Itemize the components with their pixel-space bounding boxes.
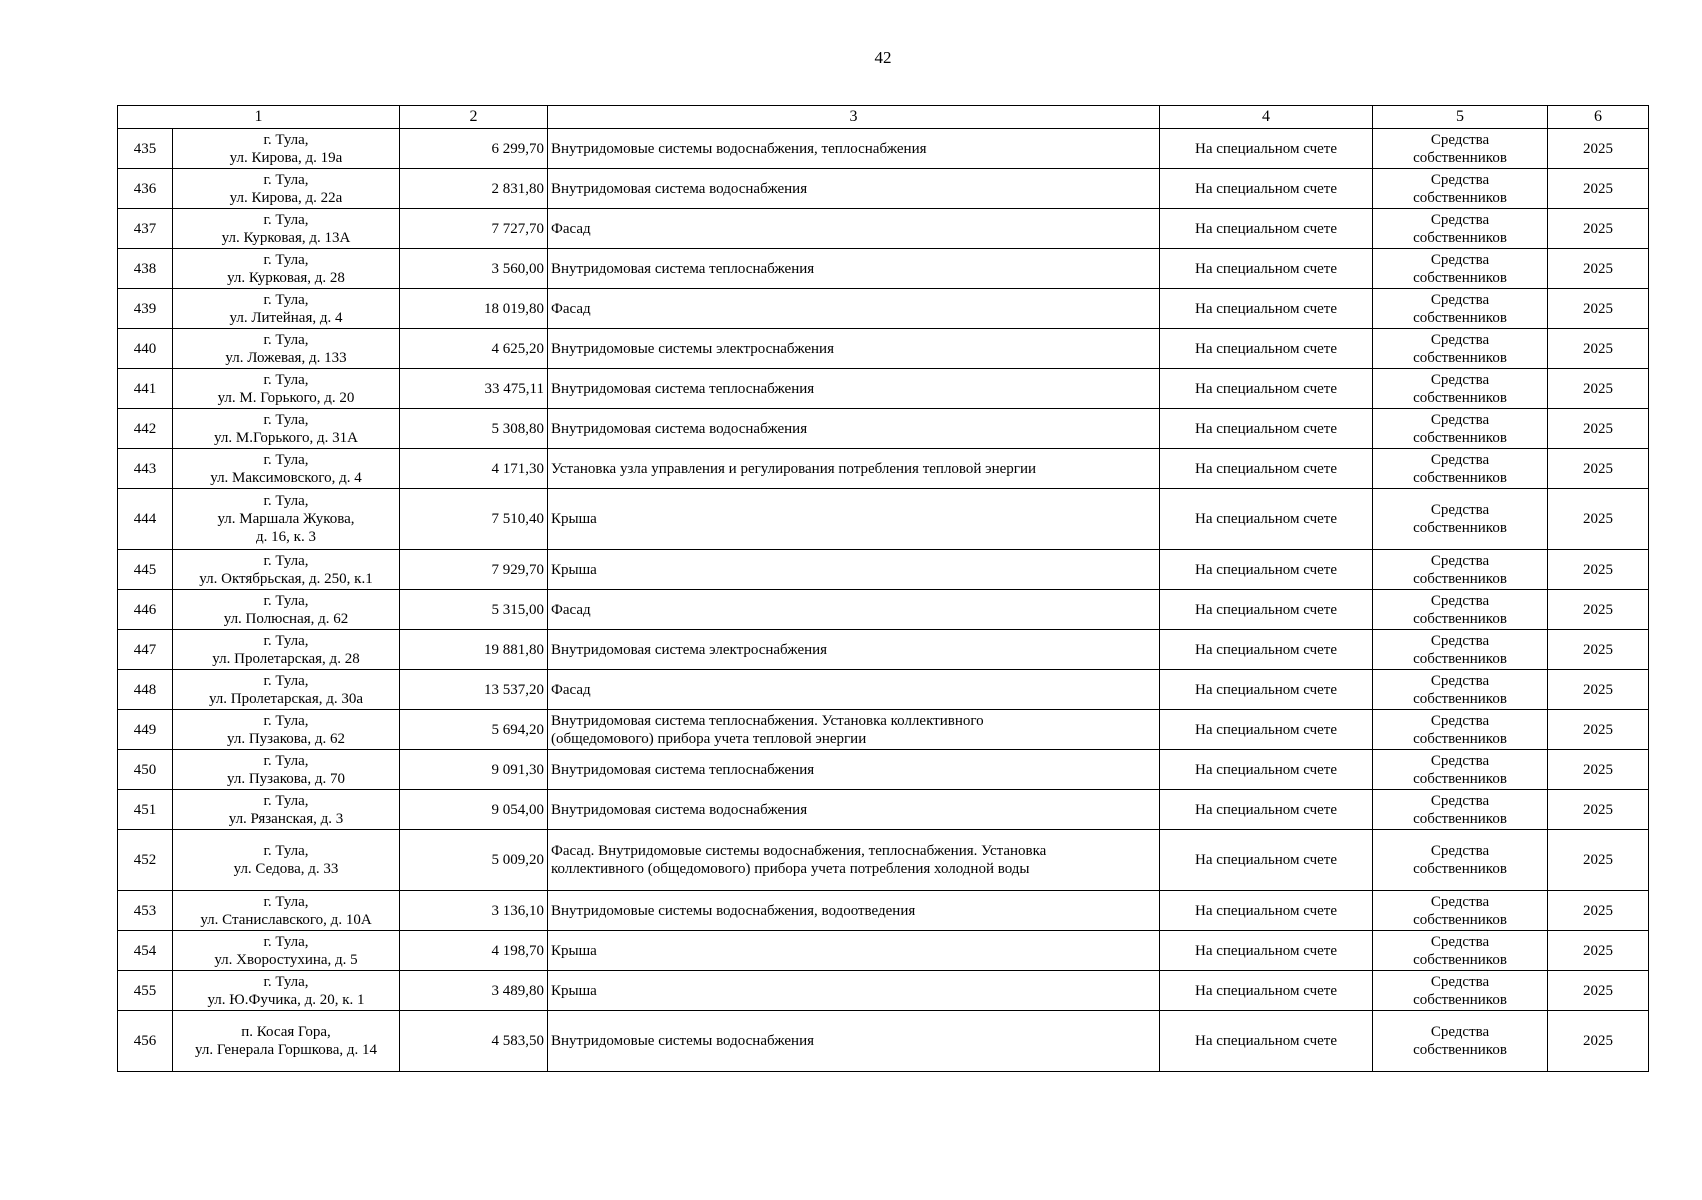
area-cell: 2 831,80 — [400, 169, 548, 209]
work-type-cell-line: Внутридомовые системы водоснабжения, водоотведения — [551, 902, 916, 919]
table-row — [118, 449, 1649, 489]
work-type-cell — [548, 489, 1160, 550]
address-cell-line: г. Тула, — [263, 552, 309, 569]
address-cell-line: д. 16, к. 3 — [256, 529, 316, 545]
row-number: 453 — [118, 891, 173, 931]
funding-source-cell-line: собственников — [1413, 269, 1507, 286]
funding-method-cell: На специальном счете — [1160, 590, 1373, 630]
row-number: 442 — [118, 409, 173, 449]
area-cell: 4 171,30 — [400, 449, 548, 489]
funding-method-cell: На специальном счете — [1160, 289, 1373, 329]
address-cell-line: ул. Станиславского, д. 10А — [200, 911, 372, 928]
column-header-2: 2 — [400, 106, 548, 129]
work-type-cell — [548, 630, 1160, 670]
work-type-cell — [548, 169, 1160, 209]
work-type-cell-line: Внутридомовая система водоснабжения — [551, 420, 808, 437]
funding-method-cell: На специальном счете — [1160, 369, 1373, 409]
address-cell — [173, 1011, 400, 1072]
column-header-1: 1 — [118, 106, 400, 129]
address-cell-line: г. Тула, — [263, 792, 309, 809]
address-cell-line: г. Тула, — [263, 331, 309, 348]
work-type-cell-line: Крыша — [551, 511, 597, 527]
table-row — [118, 249, 1649, 289]
funding-source-cell — [1373, 750, 1548, 790]
work-type-cell — [548, 249, 1160, 289]
address-cell-line: ул. Маршала Жукова, — [217, 511, 355, 527]
year-cell: 2025 — [1548, 449, 1649, 489]
work-type-cell — [548, 550, 1160, 590]
funding-method-cell: На специальном счете — [1160, 169, 1373, 209]
area-cell: 33 475,11 — [400, 369, 548, 409]
funding-source-cell — [1373, 971, 1548, 1011]
address-cell-line: г. Тула, — [263, 291, 309, 308]
work-type-cell — [548, 409, 1160, 449]
address-cell-line: ул. Ложевая, д. 133 — [225, 349, 347, 366]
funding-method-cell: На специальном счете — [1160, 209, 1373, 249]
year-cell: 2025 — [1548, 971, 1649, 1011]
work-type-cell-line: Установка узла управления и регулирования потребления тепловой энергии — [551, 460, 1037, 477]
funding-method-cell: На специальном счете — [1160, 830, 1373, 891]
address-cell-line: ул. Максимовского, д. 4 — [210, 469, 362, 486]
funding-source-cell-line: собственников — [1413, 770, 1507, 787]
table-row — [118, 891, 1649, 931]
address-cell-line: ул. Пузакова, д. 62 — [227, 730, 345, 747]
row-number: 438 — [118, 249, 173, 289]
address-cell-line: г. Тула, — [263, 973, 309, 990]
work-type-cell-line: Внутридомовые системы электроснабжения — [551, 340, 834, 357]
work-type-cell-line: Внутридомовая система теплоснабжения — [551, 380, 815, 397]
year-cell: 2025 — [1548, 129, 1649, 169]
address-cell-line: ул. Полюсная, д. 62 — [223, 610, 349, 627]
work-type-cell-line: Внутридомовая система электроснабжения — [551, 641, 828, 658]
address-cell-line: г. Тула, — [263, 211, 309, 228]
table-row — [118, 750, 1649, 790]
work-type-cell-line: коллективного (общедомового) прибора учета потребления холодной воды — [551, 861, 1030, 877]
address-cell — [173, 790, 400, 830]
row-number: 443 — [118, 449, 173, 489]
address-cell — [173, 329, 400, 369]
table-row — [118, 971, 1649, 1011]
row-number: 454 — [118, 931, 173, 971]
row-number: 446 — [118, 590, 173, 630]
funding-source-cell-line: собственников — [1413, 861, 1507, 877]
funding-method-cell: На специальном счете — [1160, 891, 1373, 931]
funding-source-cell-line: собственников — [1413, 469, 1507, 486]
work-type-cell-line: Внутридомовая система теплоснабжения — [551, 260, 815, 277]
address-cell-line: ул. Курковая, д. 28 — [227, 269, 345, 286]
work-type-cell-line: Внутридомовая система водоснабжения — [551, 801, 808, 818]
address-cell-line: г. Тула, — [263, 493, 309, 509]
address-cell-line: г. Тула, — [263, 672, 309, 689]
table-row — [118, 590, 1649, 630]
table-row — [118, 630, 1649, 670]
funding-method-cell: На специальном счете — [1160, 630, 1373, 670]
year-cell: 2025 — [1548, 931, 1649, 971]
funding-method-cell: На специальном счете — [1160, 670, 1373, 710]
address-cell-line: г. Тула, — [263, 632, 309, 649]
funding-source-cell-line: собственников — [1413, 951, 1507, 968]
work-type-cell — [548, 129, 1160, 169]
funding-source-cell — [1373, 790, 1548, 830]
table-row — [118, 670, 1649, 710]
funding-source-cell-line: Средства — [1430, 291, 1490, 308]
address-cell-line: ул. Пролетарская, д. 30а — [208, 690, 364, 707]
funding-source-cell — [1373, 209, 1548, 249]
funding-source-cell-line: собственников — [1413, 690, 1507, 707]
year-cell: 2025 — [1548, 209, 1649, 249]
funding-source-cell — [1373, 1011, 1548, 1072]
funding-method-cell: На специальном счете — [1160, 931, 1373, 971]
table-row — [118, 129, 1649, 169]
area-cell: 5 315,00 — [400, 590, 548, 630]
funding-source-cell — [1373, 489, 1548, 550]
work-type-cell-line: Крыша — [551, 561, 597, 578]
address-cell-line: ул. Октябрьская, д. 250, к.1 — [199, 570, 373, 587]
funding-source-cell — [1373, 449, 1548, 489]
year-cell: 2025 — [1548, 750, 1649, 790]
address-cell — [173, 971, 400, 1011]
funding-method-cell: На специальном счете — [1160, 449, 1373, 489]
address-cell — [173, 931, 400, 971]
funding-method-cell: На специальном счете — [1160, 550, 1373, 590]
address-cell — [173, 409, 400, 449]
funding-source-cell — [1373, 409, 1548, 449]
row-number: 437 — [118, 209, 173, 249]
address-cell-line: ул. Курковая, д. 13А — [221, 229, 351, 246]
address-cell-line: ул. Генерала Горшкова, д. 14 — [195, 1042, 377, 1058]
table-row — [118, 1011, 1649, 1072]
funding-source-cell-line: Средства — [1430, 211, 1490, 228]
row-number: 440 — [118, 329, 173, 369]
row-number: 444 — [118, 489, 173, 550]
funding-source-cell-line: собственников — [1413, 149, 1507, 166]
funding-source-cell — [1373, 289, 1548, 329]
work-type-cell-line: Крыша — [551, 982, 597, 999]
address-cell-line: г. Тула, — [263, 131, 309, 148]
address-cell-line: г. Тула, — [263, 171, 309, 188]
area-cell: 9 091,30 — [400, 750, 548, 790]
funding-source-cell-line: Средства — [1430, 411, 1490, 428]
column-header-3: 3 — [548, 106, 1160, 129]
table-row — [118, 710, 1649, 750]
funding-source-cell-line: Средства — [1430, 131, 1490, 148]
address-cell-line: ул. М.Горького, д. 31А — [214, 429, 358, 446]
work-type-cell — [548, 971, 1160, 1011]
funding-source-cell — [1373, 670, 1548, 710]
work-type-cell — [548, 931, 1160, 971]
area-cell: 5 694,20 — [400, 710, 548, 750]
year-cell: 2025 — [1548, 710, 1649, 750]
funding-source-cell — [1373, 891, 1548, 931]
funding-source-cell-line: собственников — [1413, 389, 1507, 406]
address-cell — [173, 830, 400, 891]
year-cell: 2025 — [1548, 249, 1649, 289]
area-cell: 13 537,20 — [400, 670, 548, 710]
funding-source-cell-line: Средства — [1430, 973, 1490, 990]
row-number: 450 — [118, 750, 173, 790]
table-row — [118, 169, 1649, 209]
year-cell: 2025 — [1548, 790, 1649, 830]
repair-registry-table — [117, 105, 1649, 1072]
address-cell — [173, 209, 400, 249]
funding-source-cell — [1373, 169, 1548, 209]
row-number: 455 — [118, 971, 173, 1011]
funding-source-cell-line: Средства — [1430, 552, 1490, 569]
funding-source-cell-line: собственников — [1413, 520, 1507, 536]
funding-source-cell-line: собственников — [1413, 911, 1507, 928]
work-type-cell-line: Внутридомовые системы водоснабжения — [551, 1033, 815, 1049]
work-type-cell-line: Фасад — [551, 220, 591, 237]
funding-source-cell-line: Средства — [1430, 331, 1490, 348]
row-number: 449 — [118, 710, 173, 750]
work-type-cell-line: Внутридомовая система водоснабжения — [551, 180, 808, 197]
funding-source-cell-line: собственников — [1413, 610, 1507, 627]
work-type-cell-line: Внутридомовая система теплоснабжения. Установка коллективного — [551, 712, 984, 729]
funding-source-cell-line: собственников — [1413, 1042, 1507, 1058]
work-type-cell — [548, 1011, 1160, 1072]
address-cell-line: г. Тула, — [263, 592, 309, 609]
work-type-cell-line: Внутридомовая система теплоснабжения — [551, 761, 815, 778]
work-type-cell — [548, 329, 1160, 369]
funding-source-cell — [1373, 129, 1548, 169]
address-cell-line: ул. Рязанская, д. 3 — [228, 810, 344, 827]
year-cell: 2025 — [1548, 630, 1649, 670]
funding-method-cell: На специальном счете — [1160, 129, 1373, 169]
table-body — [118, 129, 1649, 1072]
funding-source-cell-line: Средства — [1430, 171, 1490, 188]
row-number: 448 — [118, 670, 173, 710]
address-cell — [173, 489, 400, 550]
year-cell: 2025 — [1548, 489, 1649, 550]
address-cell-line: г. Тула, — [263, 712, 309, 729]
work-type-cell-line: Внутридомовые системы водоснабжения, теплоснабжения — [551, 140, 927, 157]
funding-source-cell-line: Средства — [1430, 933, 1490, 950]
year-cell: 2025 — [1548, 169, 1649, 209]
funding-method-cell: На специальном счете — [1160, 409, 1373, 449]
row-number: 439 — [118, 289, 173, 329]
funding-source-cell-line: Средства — [1430, 592, 1490, 609]
funding-source-cell-line: Средства — [1430, 251, 1490, 268]
address-cell-line: ул. Литейная, д. 4 — [229, 309, 343, 326]
address-cell-line: г. Тула, — [263, 371, 309, 388]
area-cell: 9 054,00 — [400, 790, 548, 830]
funding-source-cell-line: Средства — [1430, 752, 1490, 769]
funding-source-cell — [1373, 931, 1548, 971]
funding-source-cell — [1373, 830, 1548, 891]
row-number: 456 — [118, 1011, 173, 1072]
funding-method-cell: На специальном счете — [1160, 329, 1373, 369]
area-cell: 7 929,70 — [400, 550, 548, 590]
row-number: 447 — [118, 630, 173, 670]
funding-source-cell-line: Средства — [1430, 712, 1490, 729]
table-row — [118, 409, 1649, 449]
work-type-cell — [548, 790, 1160, 830]
table-row — [118, 289, 1649, 329]
table-row — [118, 489, 1649, 550]
address-cell — [173, 550, 400, 590]
table-row — [118, 790, 1649, 830]
funding-source-cell-line: Средства — [1430, 502, 1490, 518]
area-cell: 3 489,80 — [400, 971, 548, 1011]
column-header-5: 5 — [1373, 106, 1548, 129]
funding-source-cell-line: собственников — [1413, 429, 1507, 446]
address-cell — [173, 590, 400, 630]
row-number: 445 — [118, 550, 173, 590]
address-cell-line: ул. Седова, д. 33 — [233, 861, 339, 877]
address-cell-line: г. Тула, — [263, 843, 309, 859]
work-type-cell — [548, 750, 1160, 790]
row-number: 436 — [118, 169, 173, 209]
address-cell-line: ул. Кирова, д. 22а — [229, 189, 343, 206]
address-cell-line: ул. Хворостухина, д. 5 — [214, 951, 358, 968]
address-cell — [173, 249, 400, 289]
address-cell — [173, 710, 400, 750]
funding-source-cell-line: Средства — [1430, 843, 1490, 859]
work-type-cell — [548, 710, 1160, 750]
work-type-cell — [548, 209, 1160, 249]
row-number: 452 — [118, 830, 173, 891]
column-header-4: 4 — [1160, 106, 1373, 129]
area-cell: 5 308,80 — [400, 409, 548, 449]
funding-method-cell: На специальном счете — [1160, 750, 1373, 790]
funding-source-cell-line: собственников — [1413, 991, 1507, 1008]
year-cell: 2025 — [1548, 409, 1649, 449]
work-type-cell-line: Фасад — [551, 681, 591, 698]
address-cell-line: г. Тула, — [263, 251, 309, 268]
funding-source-cell — [1373, 249, 1548, 289]
row-number: 441 — [118, 369, 173, 409]
table-row — [118, 329, 1649, 369]
address-cell — [173, 750, 400, 790]
work-type-cell-line: Крыша — [551, 942, 597, 959]
funding-source-cell — [1373, 550, 1548, 590]
area-cell: 6 299,70 — [400, 129, 548, 169]
year-cell: 2025 — [1548, 289, 1649, 329]
funding-source-cell-line: Средства — [1430, 371, 1490, 388]
work-type-cell-line: Фасад. Внутридомовые системы водоснабжения, теплоснабжения. Установка — [551, 843, 1047, 859]
funding-source-cell — [1373, 590, 1548, 630]
page-number: 42 — [874, 48, 892, 67]
address-cell-line: п. Косая Гора, — [241, 1024, 331, 1040]
year-cell: 2025 — [1548, 590, 1649, 630]
funding-source-cell-line: Средства — [1430, 1024, 1490, 1040]
address-cell — [173, 369, 400, 409]
area-cell: 4 583,50 — [400, 1011, 548, 1072]
funding-method-cell: На специальном счете — [1160, 971, 1373, 1011]
address-cell-line: ул. Кирова, д. 19а — [229, 149, 343, 166]
address-cell — [173, 891, 400, 931]
funding-source-cell-line: Средства — [1430, 893, 1490, 910]
address-cell-line: г. Тула, — [263, 752, 309, 769]
funding-method-cell: На специальном счете — [1160, 790, 1373, 830]
work-type-cell — [548, 670, 1160, 710]
funding-method-cell: На специальном счете — [1160, 489, 1373, 550]
year-cell: 2025 — [1548, 1011, 1649, 1072]
funding-source-cell-line: собственников — [1413, 650, 1507, 667]
funding-source-cell-line: собственников — [1413, 570, 1507, 587]
address-cell — [173, 670, 400, 710]
area-cell: 4 198,70 — [400, 931, 548, 971]
area-cell: 3 136,10 — [400, 891, 548, 931]
funding-source-cell-line: собственников — [1413, 229, 1507, 246]
address-cell — [173, 169, 400, 209]
area-cell: 4 625,20 — [400, 329, 548, 369]
work-type-cell-line: (общедомового) прибора учета тепловой энергии — [551, 730, 867, 747]
area-cell: 19 881,80 — [400, 630, 548, 670]
funding-source-cell — [1373, 369, 1548, 409]
area-cell: 18 019,80 — [400, 289, 548, 329]
work-type-cell-line: Фасад — [551, 300, 591, 317]
address-cell — [173, 289, 400, 329]
table-row — [118, 550, 1649, 590]
funding-method-cell: На специальном счете — [1160, 710, 1373, 750]
year-cell: 2025 — [1548, 329, 1649, 369]
table-row — [118, 369, 1649, 409]
area-cell: 7 727,70 — [400, 209, 548, 249]
year-cell: 2025 — [1548, 550, 1649, 590]
column-header-6: 6 — [1548, 106, 1649, 129]
address-cell — [173, 129, 400, 169]
address-cell-line: ул. М. Горького, д. 20 — [217, 389, 355, 406]
address-cell-line: г. Тула, — [263, 893, 309, 910]
area-cell: 5 009,20 — [400, 830, 548, 891]
year-cell: 2025 — [1548, 830, 1649, 891]
area-cell: 3 560,00 — [400, 249, 548, 289]
funding-source-cell — [1373, 710, 1548, 750]
address-cell-line: г. Тула, — [263, 411, 309, 428]
funding-source-cell-line: собственников — [1413, 349, 1507, 366]
funding-method-cell: На специальном счете — [1160, 1011, 1373, 1072]
funding-source-cell-line: Средства — [1430, 672, 1490, 689]
funding-source-cell-line: Средства — [1430, 792, 1490, 809]
funding-source-cell-line: Средства — [1430, 632, 1490, 649]
address-cell-line: г. Тула, — [263, 933, 309, 950]
funding-source-cell-line: собственников — [1413, 189, 1507, 206]
work-type-cell — [548, 449, 1160, 489]
row-number: 451 — [118, 790, 173, 830]
year-cell: 2025 — [1548, 891, 1649, 931]
funding-source-cell-line: Средства — [1430, 451, 1490, 468]
work-type-cell — [548, 830, 1160, 891]
work-type-cell-line: Фасад — [551, 601, 591, 618]
area-cell: 7 510,40 — [400, 489, 548, 550]
funding-source-cell — [1373, 329, 1548, 369]
address-cell-line: ул. Пузакова, д. 70 — [227, 770, 345, 787]
table-row — [118, 931, 1649, 971]
funding-source-cell-line: собственников — [1413, 730, 1507, 747]
address-cell-line: ул. Пролетарская, д. 28 — [212, 650, 360, 667]
funding-source-cell — [1373, 630, 1548, 670]
row-number: 435 — [118, 129, 173, 169]
work-type-cell — [548, 289, 1160, 329]
address-cell — [173, 449, 400, 489]
work-type-cell — [548, 590, 1160, 630]
work-type-cell — [548, 369, 1160, 409]
funding-method-cell: На специальном счете — [1160, 249, 1373, 289]
address-cell-line: г. Тула, — [263, 451, 309, 468]
header-row — [118, 106, 1649, 129]
address-cell — [173, 630, 400, 670]
work-type-cell — [548, 891, 1160, 931]
year-cell: 2025 — [1548, 369, 1649, 409]
funding-source-cell-line: собственников — [1413, 309, 1507, 326]
funding-source-cell-line: собственников — [1413, 810, 1507, 827]
address-cell-line: ул. Ю.Фучика, д. 20, к. 1 — [207, 991, 365, 1008]
table-row — [118, 209, 1649, 249]
year-cell: 2025 — [1548, 670, 1649, 710]
table-row — [118, 830, 1649, 891]
